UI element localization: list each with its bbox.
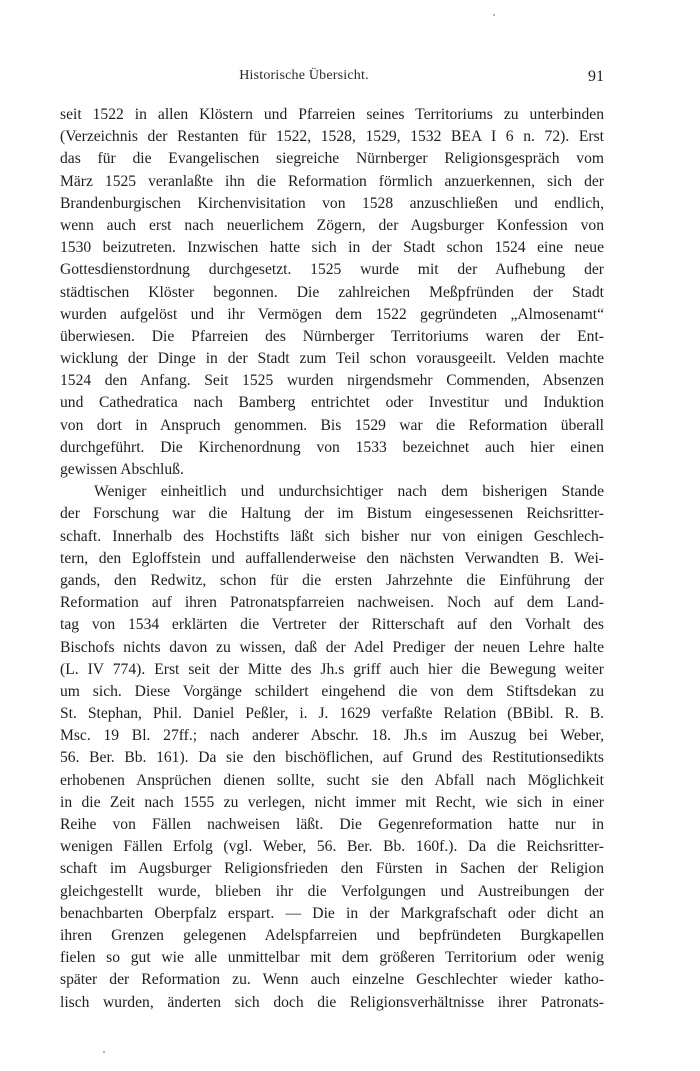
text-line: 1530 beizutreten. Inzwischen hatte sich in der Stadt schon 1524 eine neue (60, 239, 604, 257)
text-line: gands, den Redwitz, schon für die ersten Jahrzehnte die Einführung der (60, 571, 604, 589)
text-line: lisch wurden, änderten sich doch die Religionsverhältnisse ihrer Patronats- (60, 993, 604, 1011)
text-line: schaft im Augsburger Religionsfrieden den Fürsten in Sachen der Religion (60, 860, 604, 878)
text-line: März 1525 veranlaßte ihn die Reformation förmlich anzuerkennen, sich der (60, 172, 604, 190)
text-line: durchgeführt. Die Kirchenordnung von 1533 bezeichnet auch hier einen (60, 438, 604, 456)
text-line: St. Stephan, Phil. Daniel Peßler, i. J. 1629 verfaßte Relation (BBibl. R. B. (60, 705, 604, 723)
text-line: Reihe von Fällen nachweisen läßt. Die Gegenreformation hatte nur in (60, 816, 604, 833)
text-line: um sich. Diese Vorgänge schildert eingehend die von dem Stiftsdekan zu (60, 682, 604, 700)
text-line: der Forschung war die Haltung der im Bistum eingesessenen Reichsritter- (60, 505, 604, 523)
text-line: Bischofs nichts davon zu wissen, daß der Adel Prediger der neuen Lehre halte (60, 638, 604, 656)
text-line: erhobenen Ansprüchen dienen sollte, sucht sie den Abfall nach Möglichkeit (60, 771, 604, 789)
text-line: von dort in Anspruch genommen. Bis 1529 war die Reformation überall (60, 416, 604, 434)
text-line: tag von 1534 erklärten die Vertreter der Ritterschaft auf den Vorhalt des (60, 616, 604, 634)
paper-speck (103, 1051, 105, 1053)
text-line: schaft. Innerhalb des Hochstifts läßt sich bisher nur von einigen Geschlech- (60, 527, 604, 545)
text-line: Msc. 19 Bl. 27ff.; nach anderer Abschr. 18. Jh.s im Auszug bei Weber, (60, 727, 604, 745)
paragraph-2 (60, 481, 604, 1014)
text-line: fielen so gut wie alle unmittelbar mit dem größeren Territorium oder wenig (60, 949, 604, 967)
text-line: seit 1522 in allen Klöstern und Pfarreien seines Territoriums zu unterbinden (60, 106, 604, 123)
text-line: wenn auch erst nach neuerlichem Zögern, der Augsburger Konfession von (60, 216, 604, 234)
text-line: tern, den Egloffstein und auffallenderweise den nächsten Verwandten B. Wei- (60, 549, 604, 567)
paragraph-1 (60, 104, 604, 481)
text-line: gleichgestellt wurde, blieben ihr die Verfolgungen und Austreibungen der (60, 882, 604, 900)
text-line: Gottesdienstordnung durchgesetzt. 1525 wurde mit der Aufhebung der (60, 261, 604, 279)
text-line: benachbarten Oberpfalz erspart. — Die in der Markgrafschaft oder dicht an (60, 904, 604, 922)
running-title: Historische Übersicht. (239, 68, 369, 83)
text-line: Brandenburgischen Kirchenvisitation von 1528 anzuschließen und endlich, (60, 194, 604, 212)
paper-speck (493, 14, 495, 16)
page-header (0, 68, 700, 92)
text-line: wicklung der Dinge in der Stadt zum Teil schon vorausgeeilt. Velden machte (60, 350, 604, 368)
text-line: städtischen Klöster begonnen. Die zahlreichen Meßpfründen der Stadt (60, 283, 604, 301)
text-line: 1524 den Anfang. Seit 1525 wurden nirgendsmehr Commenden, Absenzen (60, 372, 604, 390)
text-line: gewissen Abschluß. (60, 461, 184, 478)
text-line: Weniger einheitlich und undurchsichtiger nach dem bisherigen Stande (94, 483, 604, 501)
text-line: ihren Grenzen gelegenen Adelspfarreien und bepfründeten Burgkapellen (60, 926, 604, 944)
text-line: später der Reformation zu. Wenn auch einzelne Geschlechter wieder katho- (60, 971, 604, 989)
text-line: (Verzeichnis der Restanten für 1522, 1528, 1529, 1532 BEA I 6 n. 72). Erst (60, 128, 604, 146)
text-line: überwiesen. Die Pfarreien des Nürnberger Territoriums waren der Ent- (60, 327, 604, 345)
text-line: wurden aufgelöst und ihr Vermögen dem 1522 gegründeten „Almosenamt“ (60, 305, 604, 323)
text-line: (L. IV 774). Erst seit der Mitte des Jh.s griff auch hier die Bewegung weiter (60, 660, 604, 678)
body-text (60, 104, 604, 1014)
text-line: wenigen Fällen Erfolg (vgl. Weber, 56. Ber. Bb. 160f.). Da die Reichsritter- (60, 838, 604, 856)
text-line: Reformation auf ihren Patronatspfarreien nachweisen. Noch auf dem Land- (60, 594, 604, 612)
text-line: das für die Evangelischen siegreiche Nürnberger Religionsgespräch vom (60, 150, 604, 168)
text-line: in die Zeit nach 1555 zu verlegen, nicht immer mit Recht, wie sich in einer (60, 793, 604, 811)
text-line: und Cathedratica nach Bamberg entrichtet oder Investitur und Induktion (60, 394, 604, 412)
page-number: 91 (588, 68, 604, 85)
text-line: 56. Ber. Bb. 161). Da sie den bischöflichen, auf Grund des Restitutionsedikts (60, 749, 604, 767)
